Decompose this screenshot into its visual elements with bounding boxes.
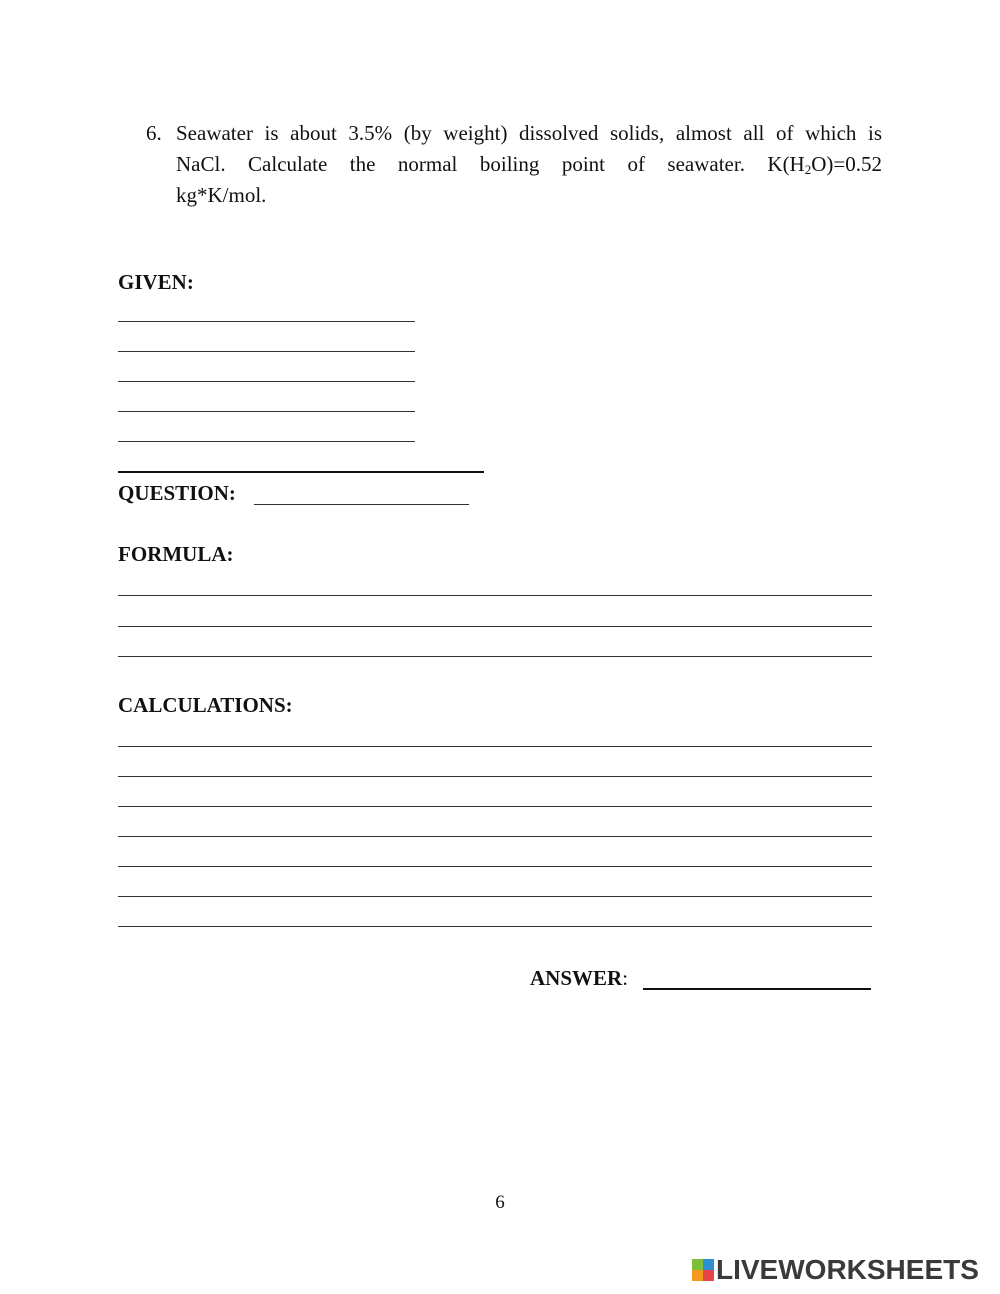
question-label: QUESTION:: [118, 481, 236, 505]
question-line-3: kg*K/mol.: [176, 183, 267, 207]
calculations-label: CALCULATIONS:: [118, 693, 293, 717]
given-blank-4[interactable]: [118, 411, 415, 412]
question-blank[interactable]: [254, 504, 469, 505]
question-text: [176, 118, 882, 211]
calculations-blank-3[interactable]: [118, 806, 872, 807]
question-line-2-a: NaCl. Calculate the normal boiling point of seawater. K(H: [176, 152, 805, 176]
calculations-blank-4[interactable]: [118, 836, 872, 837]
question-subscript: 2: [804, 162, 812, 177]
logo-square-orange: [692, 1270, 703, 1281]
question-line-1: Seawater is about 3.5% (by weight) dissolved solids, almost all of which is: [176, 121, 882, 145]
liveworksheets-logo[interactable]: [692, 1255, 979, 1285]
calculations-blank-5[interactable]: [118, 866, 872, 867]
given-blank-5[interactable]: [118, 441, 415, 442]
calculations-blank-2[interactable]: [118, 776, 872, 777]
given-label: GIVEN:: [118, 270, 194, 294]
page-number: 6: [495, 1192, 505, 1213]
calculations-blank-7[interactable]: [118, 926, 872, 927]
answer-blank[interactable]: [643, 988, 871, 990]
given-blank-3[interactable]: [118, 381, 415, 382]
given-blank-1[interactable]: [118, 321, 415, 322]
formula-label: FORMULA:: [118, 542, 234, 566]
logo-grid-icon: [692, 1259, 714, 1281]
formula-blank-1[interactable]: [118, 595, 872, 596]
question-line-2-b: O)=0.52: [811, 152, 882, 176]
formula-blank-2[interactable]: [118, 626, 872, 627]
calculations-blank-6[interactable]: [118, 896, 872, 897]
question-line-2: [176, 149, 882, 180]
logo-square-green: [692, 1259, 703, 1270]
answer-label-text: ANSWER: [530, 966, 623, 990]
question-number: 6.: [146, 121, 162, 145]
given-separator: [118, 471, 484, 473]
logo-square-red: [703, 1270, 714, 1281]
calculations-blank-1[interactable]: [118, 746, 872, 747]
answer-colon: :: [622, 966, 629, 990]
logo-square-blue: [703, 1259, 714, 1270]
answer-label: [530, 966, 628, 991]
formula-blank-3[interactable]: [118, 656, 872, 657]
given-blank-2[interactable]: [118, 351, 415, 352]
logo-text: LIVEWORKSHEETS: [716, 1254, 979, 1285]
